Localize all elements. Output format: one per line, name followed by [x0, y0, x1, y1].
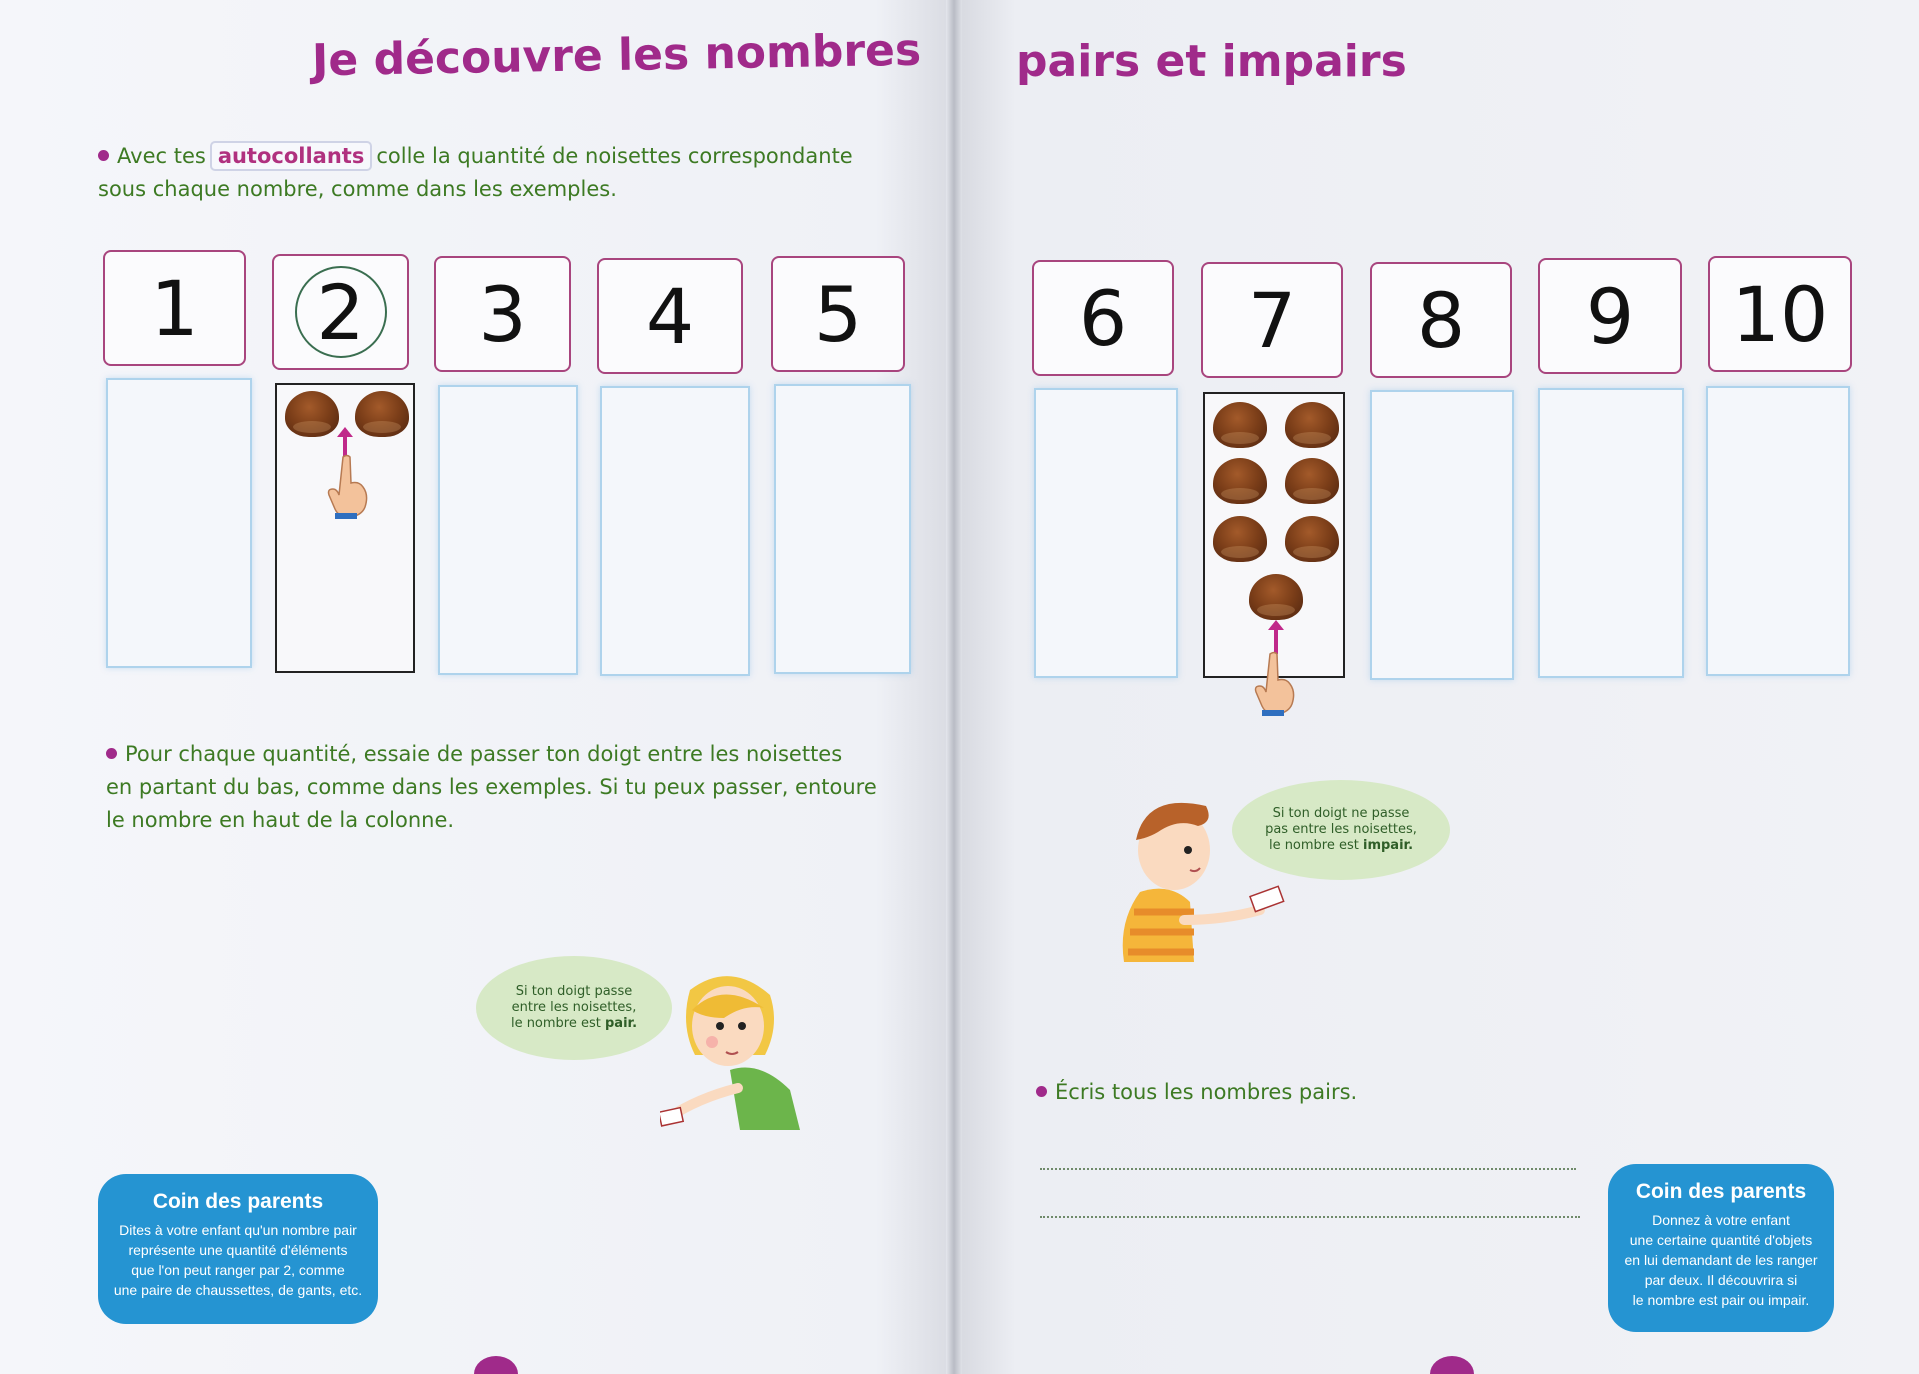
number-label: 6 [1078, 273, 1128, 363]
parents-corner-left [98, 1174, 378, 1324]
number-box-1[interactable] [103, 250, 246, 366]
left-page [0, 0, 952, 1374]
number-box-6[interactable] [1032, 260, 1174, 376]
hazelnut-icon [285, 391, 339, 437]
book-spine [946, 0, 962, 1374]
bubble-text: le nombre est [510, 1016, 605, 1031]
number-label: 8 [1416, 275, 1466, 365]
parents-line: une paire de chaussettes, de gants, etc. [113, 1282, 363, 1298]
sticker-word: autocollants [210, 141, 373, 171]
parents-line: Donnez à votre enfant [1652, 1212, 1790, 1228]
parents-text [98, 1220, 378, 1300]
sticker-column-8[interactable] [1370, 390, 1514, 680]
instruction-text: colle la quantité de noisettes correspondante [376, 144, 853, 168]
parents-line: Dites à votre enfant qu'un nombre pair [119, 1222, 357, 1238]
hazelnut-icon [1213, 402, 1267, 448]
instruction-write-even [1036, 1076, 1636, 1109]
parents-heading: Coin des parents [152, 1190, 324, 1213]
number-label: 1 [150, 263, 199, 353]
hazelnut-icon [1285, 458, 1339, 504]
number-box-10[interactable] [1708, 256, 1852, 372]
left-page-title: Je découvre les nombres [311, 24, 922, 87]
speech-bubble-odd [1232, 780, 1450, 880]
bullet-icon [1036, 1086, 1047, 1097]
sticker-column-7[interactable] [1203, 392, 1345, 678]
bubble-bold-text: impair. [1363, 838, 1414, 853]
parents-line: une certaine quantité d'objets [1629, 1232, 1813, 1248]
number-box-3[interactable] [434, 256, 571, 372]
sticker-column-9[interactable] [1538, 388, 1684, 678]
pointing-finger-icon [325, 453, 371, 521]
instruction-text: Écris tous les nombres pairs. [1055, 1080, 1358, 1104]
number-label: 7 [1247, 275, 1297, 365]
bubble-text: le nombre est [1268, 838, 1363, 853]
instruction-stickers [98, 140, 898, 206]
hazelnut-icon [1213, 516, 1267, 562]
parents-line: représente une quantité d'éléments [128, 1242, 348, 1258]
answer-line-2[interactable] [1040, 1216, 1580, 1218]
parents-line: en lui demandant de les ranger [1624, 1252, 1818, 1268]
number-label: 10 [1731, 269, 1829, 359]
girl-illustration [660, 970, 830, 1140]
number-label: 5 [813, 269, 863, 359]
hazelnut-icon [355, 391, 409, 437]
parents-line: le nombre est pair ou impair. [1632, 1292, 1810, 1308]
number-box-5[interactable] [771, 256, 905, 372]
bullet-icon [98, 150, 109, 161]
sticker-column-10[interactable] [1706, 386, 1850, 676]
parents-text [1608, 1210, 1834, 1310]
parents-heading: Coin des parents [1635, 1180, 1807, 1203]
instruction-text: Avec tes [117, 144, 206, 168]
number-box-7[interactable] [1201, 262, 1343, 378]
sticker-column-4[interactable] [600, 386, 750, 676]
sticker-column-2[interactable] [275, 383, 415, 673]
number-box-8[interactable] [1370, 262, 1512, 378]
instruction-text: sous chaque nombre, comme dans les exemples. [98, 177, 617, 201]
sticker-column-3[interactable] [438, 385, 578, 675]
right-page-title: pairs et impairs [1016, 36, 1407, 87]
instruction-text: en partant du bas, comme dans les exemples. Si tu peux passer, entoure [106, 775, 877, 799]
instruction-finger [106, 738, 906, 837]
number-box-9[interactable] [1538, 258, 1682, 374]
bullet-icon [106, 748, 117, 759]
number-box-2[interactable] [272, 254, 409, 370]
circled-number: 2 [295, 266, 387, 358]
parents-line: par deux. Il découvrira si [1644, 1272, 1798, 1288]
hazelnut-icon [1249, 574, 1303, 620]
hazelnut-icon [1213, 458, 1267, 504]
sticker-column-6[interactable] [1034, 388, 1178, 678]
bubble-text: entre les noisettes, [511, 1000, 637, 1015]
number-label: 9 [1585, 271, 1635, 361]
parents-line: que l'on peut ranger par 2, comme [131, 1262, 345, 1278]
number-label: 3 [478, 269, 527, 359]
sticker-column-5[interactable] [774, 384, 911, 674]
hazelnut-icon [1285, 402, 1339, 448]
bubble-text: Si ton doigt ne passe [1272, 806, 1410, 821]
pointing-finger-icon [1252, 650, 1298, 718]
speech-bubble-even [476, 956, 672, 1060]
hazelnut-icon [1285, 516, 1339, 562]
bubble-bold-text: pair. [605, 1016, 638, 1031]
number-label: 4 [645, 271, 695, 361]
instruction-text: Pour chaque quantité, essaie de passer ton doigt entre les noisettes [125, 742, 843, 766]
instruction-text: le nombre en haut de la colonne. [106, 808, 455, 832]
parents-corner-right [1608, 1164, 1834, 1332]
sticker-column-1[interactable] [106, 378, 252, 668]
number-box-4[interactable] [597, 258, 743, 374]
answer-line-1[interactable] [1040, 1168, 1576, 1170]
bubble-text: pas entre les noisettes, [1265, 822, 1417, 837]
bubble-text: Si ton doigt passe [515, 984, 633, 999]
